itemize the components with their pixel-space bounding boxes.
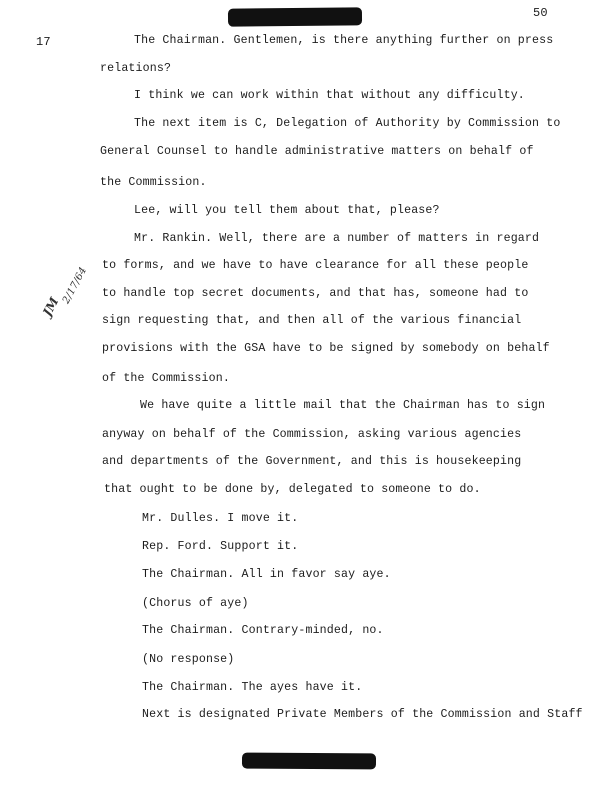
text-line: Mr. Dulles. I move it. <box>142 512 299 525</box>
margin-handwritten-annotation <box>40 250 99 326</box>
redaction-bar-bottom <box>242 753 376 770</box>
text-line: Lee, will you tell them about that, please? <box>134 204 440 217</box>
redaction-bar-top <box>228 7 362 26</box>
text-line: (No response) <box>142 653 235 666</box>
text-line: The Chairman. Gentlemen, is there anything further on press <box>134 34 554 47</box>
text-line: The Chairman. Contrary-minded, no. <box>142 624 384 637</box>
text-line: General Counsel to handle administrative matters on behalf of <box>100 145 534 158</box>
text-line: anyway on behalf of the Commission, asking various agencies <box>102 428 522 441</box>
text-line: sign requesting that, and then all of the various financial <box>102 314 522 327</box>
text-line: I think we can work within that without any difficulty. <box>134 89 525 102</box>
text-line: (Chorus of aye) <box>142 597 249 610</box>
text-line: The Chairman. The ayes have it. <box>142 681 363 694</box>
annotation-initials: JM <box>40 294 62 319</box>
page-number: 50 <box>533 6 548 20</box>
text-line: Next is designated Private Members of the Commission and Staff <box>142 708 583 721</box>
text-line: provisions with the GSA have to be signed by somebody on behalf <box>102 342 550 355</box>
text-line: to forms, and we have to have clearance for all these people <box>102 259 529 272</box>
text-line: and departments of the Government, and this is housekeeping <box>102 455 522 468</box>
text-line: The Chairman. All in favor say aye. <box>142 568 391 581</box>
annotation-date: 2/17/64 <box>60 265 90 306</box>
text-line: that ought to be done by, delegated to someone to do. <box>104 483 481 496</box>
text-line: the Commission. <box>100 176 207 189</box>
text-line: Mr. Rankin. Well, there are a number of matters in regard <box>134 232 540 245</box>
text-line: of the Commission. <box>102 372 230 385</box>
text-line: We have quite a little mail that the Chairman has to sign <box>140 399 546 412</box>
margin-line-number: 17 <box>36 35 51 49</box>
text-line: to handle top secret documents, and that has, someone had to <box>102 287 529 300</box>
text-line: relations? <box>100 62 172 75</box>
text-line: Rep. Ford. Support it. <box>142 540 299 553</box>
text-line: The next item is C, Delegation of Authority by Commission to <box>134 117 561 130</box>
